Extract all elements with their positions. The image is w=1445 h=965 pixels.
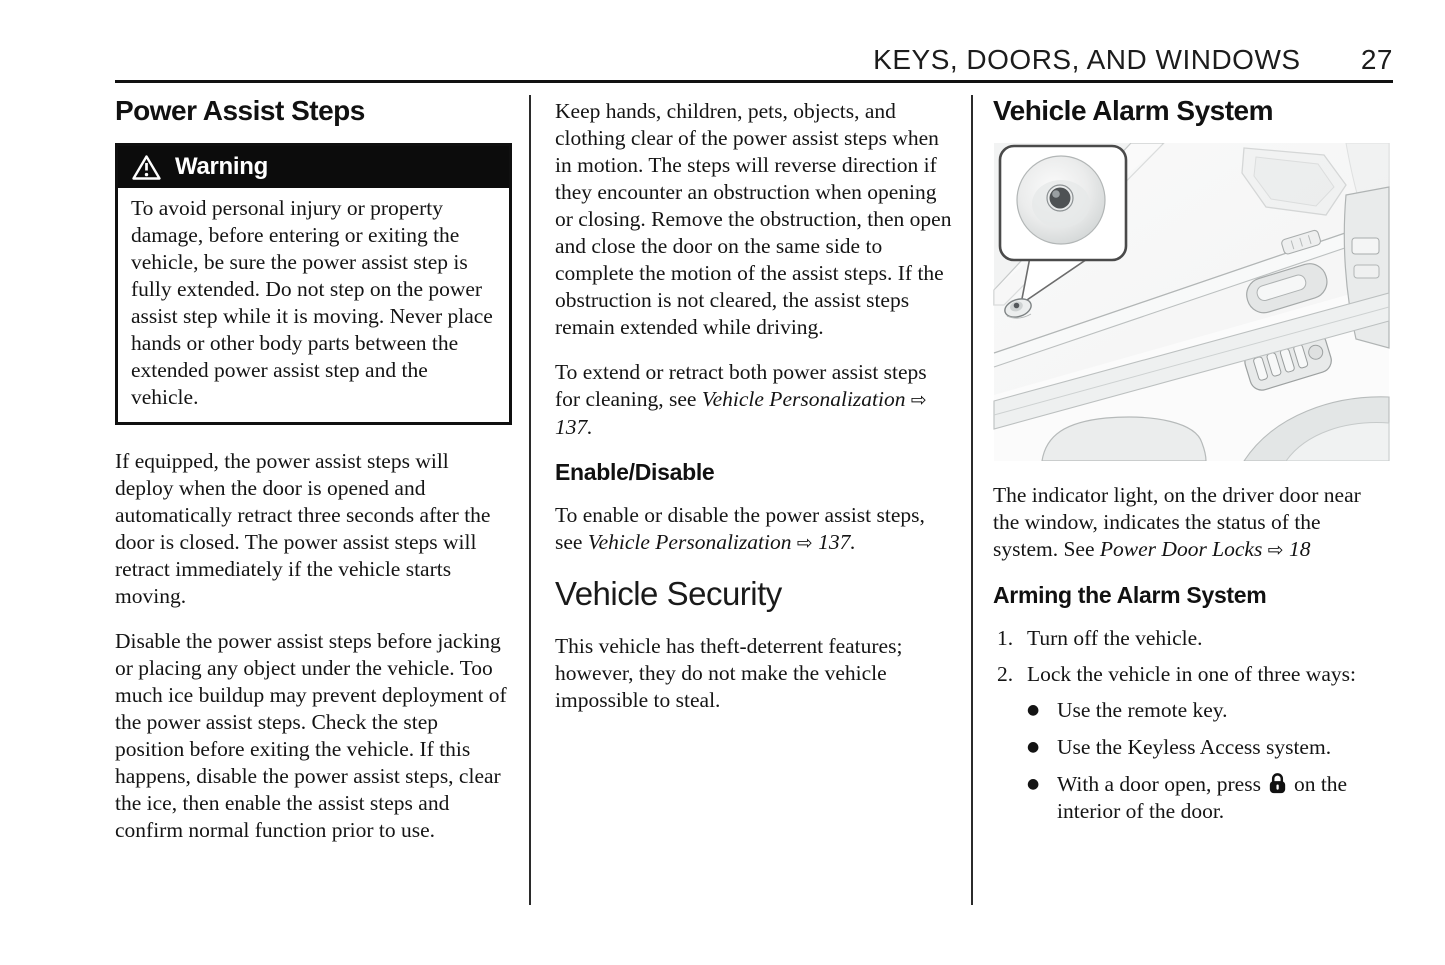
column-power-assist-steps xyxy=(115,95,512,862)
cross-reference-arrow-icon: ⇨ xyxy=(796,532,813,554)
heading-vehicle-security: Vehicle Security xyxy=(555,575,782,612)
paragraph-disable-before-jacking: Disable the power assist steps before jacking or placing any object under the vehicle. Too much ice buildup may prevent deployment of the power assist steps. Check the step position before exiting the vehicle. If this happens, disable the power assist steps, clear the ice, then enable the assist steps and confirm normal function prior to use. xyxy=(115,629,507,842)
enable-text: To enable or disable the power assist steps, see xyxy=(555,503,925,554)
heading-vehicle-alarm-system: Vehicle Alarm System xyxy=(993,95,1274,126)
paragraph-theft-deterrent: This vehicle has theft-deterrent features; however, they do not make the vehicle impossible to steal. xyxy=(555,634,903,712)
heading-arming-alarm: Arming the Alarm System xyxy=(993,582,1267,608)
page-number: 27 xyxy=(1360,44,1393,75)
heading-power-assist-steps: Power Assist Steps xyxy=(115,95,365,126)
cross-reference-page: 137. xyxy=(818,530,856,554)
door-illustration-svg xyxy=(993,143,1390,461)
bullet-text xyxy=(1057,771,1390,825)
list-item-remote-key xyxy=(1027,697,1390,724)
cross-reference: Power Door Locks xyxy=(1099,537,1263,561)
cross-reference-page: 137. xyxy=(555,415,593,439)
paragraph-keep-clear: Keep hands, children, pets, objects, and clothing clear of the power assist steps when in motion. The steps will reverse direction if they encounter an obstruction when opening or closing. Remove the obstruction, then open and close the door on the same side to complete the motion of the assist steps. If the obstruction is not cleared, the assist steps remain extended while driving. xyxy=(555,99,952,339)
column-vehicle-alarm xyxy=(993,95,1390,835)
step-text: Lock the vehicle in one of three ways: xyxy=(1027,662,1356,686)
list-item-keyless-access xyxy=(1027,734,1390,761)
running-header xyxy=(115,44,1393,76)
warning-body: To avoid personal injury or property damage, before entering or exiting the vehicle, be sure the power assist step is fully extended. Do not step on the power assist step while it is moving. Never place hands or other body parts between the extended power assist step and the vehicle. xyxy=(131,196,493,409)
arming-steps-list xyxy=(993,625,1390,825)
cross-reference-arrow-icon: ⇨ xyxy=(910,389,927,411)
header-rule xyxy=(115,80,1393,83)
warning-triangle-icon xyxy=(131,154,162,181)
bullet-text: Use the remote key. xyxy=(1057,698,1228,722)
heading-enable-disable: Enable/Disable xyxy=(555,459,715,485)
column-divider-left xyxy=(529,95,531,905)
list-item-step-1 xyxy=(993,625,1390,652)
paragraph-enable xyxy=(555,502,952,557)
bullet-marker: ● xyxy=(1027,776,1040,792)
section-title: KEYS, DOORS, AND WINDOWS xyxy=(873,44,1301,75)
step-number: 2. xyxy=(997,662,1014,686)
warning-label: Warning xyxy=(175,153,268,180)
paragraph-indicator-light xyxy=(993,482,1390,564)
paragraph-cleaning xyxy=(555,359,952,441)
bullet-text-pre: With a door open, press xyxy=(1057,772,1261,796)
bullet-marker: ● xyxy=(1027,702,1040,718)
cleaning-text: To extend or retract both power assist steps for cleaning, see xyxy=(555,360,927,411)
indicator-text: The indicator light, on the driver door near the window, indicates the status of the system. See xyxy=(993,483,1361,561)
callout-box xyxy=(1000,146,1126,260)
column-middle xyxy=(555,95,952,732)
list-item-door-lock-button xyxy=(1027,771,1390,825)
cross-reference-page: 18 xyxy=(1289,537,1311,561)
driver-door-indicator-illustration xyxy=(993,143,1390,461)
step-number: 1. xyxy=(997,626,1014,650)
lock-icon xyxy=(1266,771,1289,795)
bullet-marker: ● xyxy=(1027,739,1040,755)
list-item-step-2 xyxy=(993,661,1390,688)
cross-reference: Vehicle Personalization xyxy=(587,530,792,554)
cross-reference: Vehicle Personalization xyxy=(701,387,906,411)
bullet-text: Use the Keyless Access system. xyxy=(1057,735,1332,759)
warning-box xyxy=(115,143,512,425)
paragraph-deploy: If equipped, the power assist steps will deploy when the door is opened and automatically retract three seconds after the door is closed. The power assist steps will retract immediately if the vehicle starts moving. xyxy=(115,449,491,608)
step-text: Turn off the vehicle. xyxy=(1027,626,1203,650)
bullet-text-post: on the interior of the door. xyxy=(1057,772,1348,823)
lock-options-list xyxy=(1027,697,1390,825)
column-divider-right xyxy=(971,95,973,905)
cross-reference-arrow-icon: ⇨ xyxy=(1267,539,1284,561)
warning-box-header xyxy=(118,146,509,188)
